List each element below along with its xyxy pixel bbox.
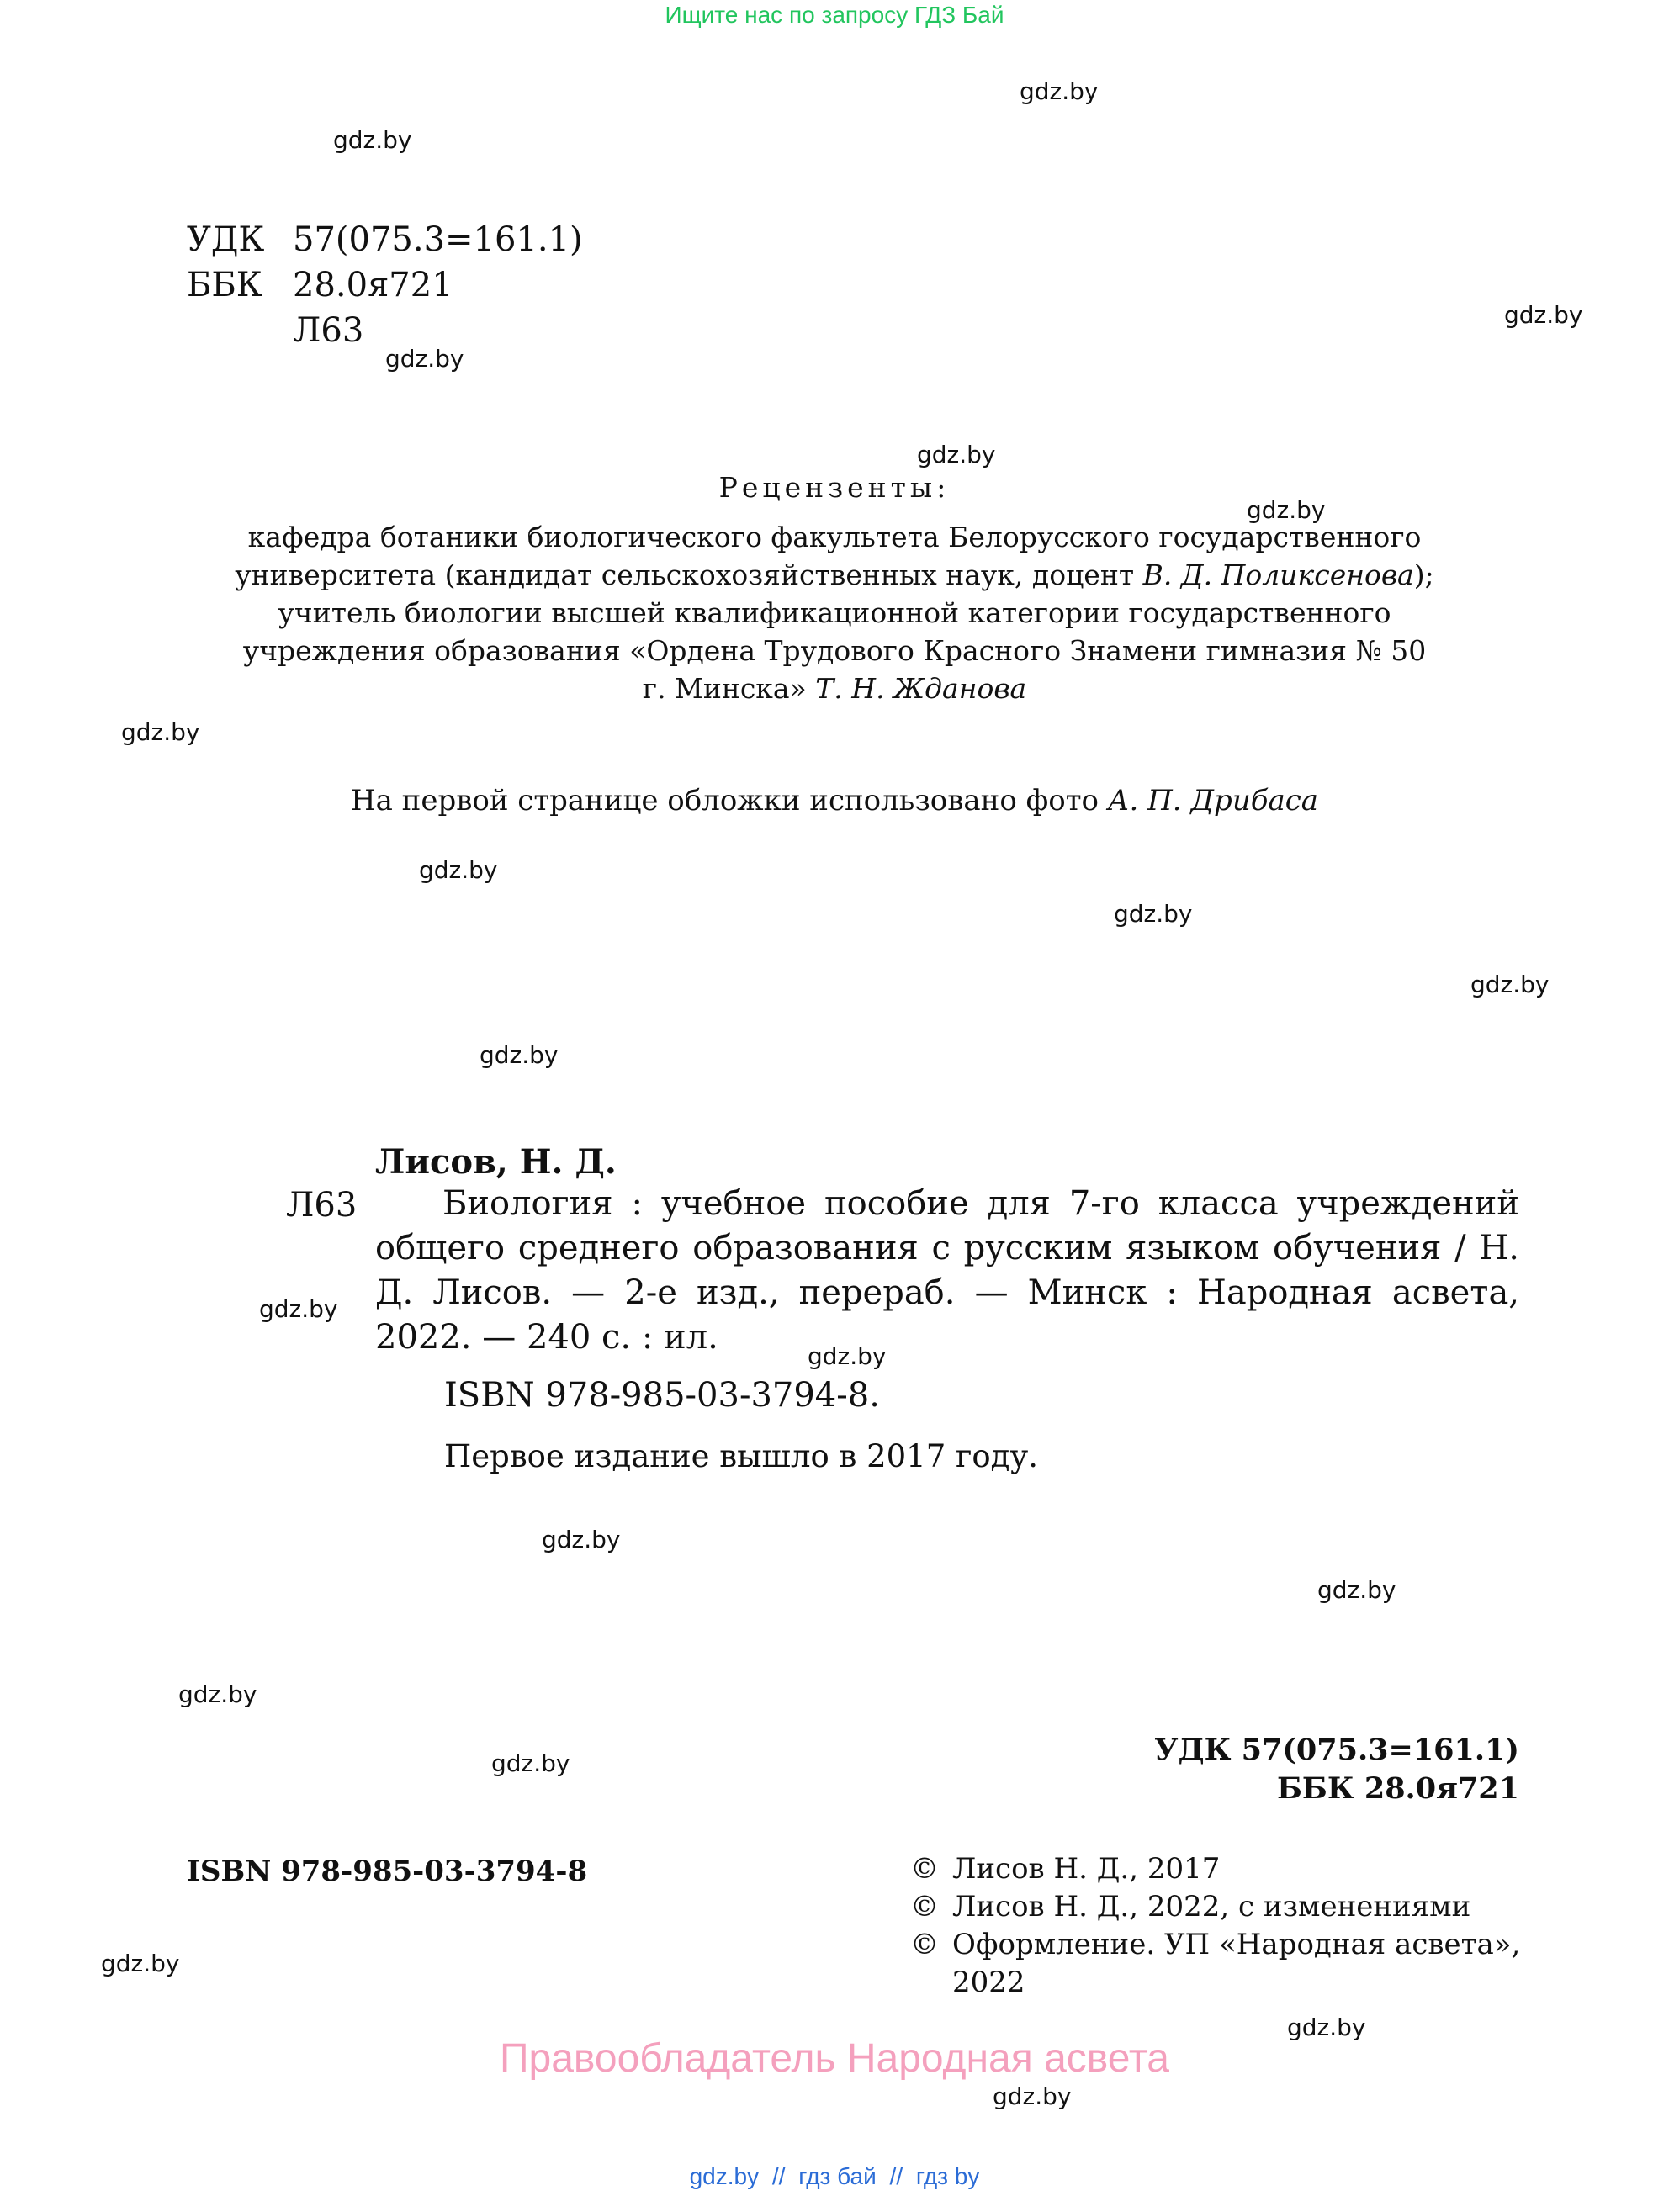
bbk-label: ББК: [187, 266, 262, 304]
watermark: gdz.by: [993, 2082, 1072, 2110]
footer-separator: //: [771, 2163, 786, 2189]
copyright-line: Лисов Н. Д., 2017: [952, 1852, 1221, 1886]
isbn-left: ISBN 978-985-03-3794-8: [187, 1855, 588, 1888]
watermark: gdz.by: [1470, 971, 1550, 998]
bib-author: Лисов, Н. Д.: [375, 1142, 617, 1182]
watermark: gdz.by: [385, 345, 464, 373]
bottom-bbk: ББК 28.0я721: [1277, 1771, 1519, 1806]
watermark: gdz.by: [121, 718, 200, 746]
reviewer-name: В. Д. Поликсенова: [1142, 558, 1414, 591]
reviewer-name: Т. Н. Жданова: [815, 672, 1027, 705]
author-mark: Л63: [293, 311, 364, 350]
bib-code: Л63: [286, 1186, 358, 1225]
watermark: gdz.by: [491, 1749, 570, 1777]
reviewers-heading: Рецензенты:: [718, 471, 951, 504]
copyright-line: 2022: [952, 1966, 1025, 1999]
watermark: gdz.by: [101, 1950, 180, 1977]
copyrights: [910, 1850, 1520, 2002]
watermark: gdz.by: [1247, 496, 1326, 524]
watermark: gdz.by: [542, 1526, 621, 1553]
udk-value: 57(075.3=161.1): [293, 220, 583, 259]
footer-link-gdz[interactable]: gdz.by: [689, 2163, 760, 2189]
bottom-classification: [1154, 1731, 1519, 1808]
watermark: gdz.by: [419, 856, 498, 884]
watermark: gdz.by: [333, 126, 412, 154]
reviewers-line: кафедра ботаники биологического факультета Белорусского государственного: [247, 521, 1422, 553]
copyright-line: Оформление. УП «Народная асвета»,: [952, 1928, 1521, 1961]
copyright-line: Лисов Н. Д., 2022, с изменениями: [952, 1890, 1471, 1924]
watermark: gdz.by: [1317, 1576, 1396, 1604]
copyright-icon: ©: [910, 1890, 939, 1924]
top-banner[interactable]: Ищите нас по запросу ГДЗ Бай: [665, 2, 1004, 28]
bib-isbn: ISBN 978-985-03-3794-8.: [444, 1376, 880, 1415]
watermark: gdz.by: [1504, 301, 1583, 329]
reviewers-body: [0, 518, 1669, 707]
udk-label: УДК: [187, 220, 265, 259]
reviewers-line: г. Минска» Т. Н. Жданова: [642, 672, 1027, 705]
footer-link-gdz-by[interactable]: гдз by: [915, 2163, 980, 2189]
watermark: gdz.by: [259, 1295, 338, 1323]
copyright-icon: ©: [910, 1928, 939, 1961]
watermark: gdz.by: [808, 1342, 887, 1370]
watermark: gdz.by: [178, 1680, 257, 1708]
watermark: gdz.by: [480, 1041, 559, 1069]
watermark: gdz.by: [1114, 900, 1193, 928]
first-edition-note: Первое издание вышло в 2017 году.: [444, 1438, 1038, 1474]
reviewers-line: университета (кандидат сельскохозяйственных наук, доцент В. Д. Поликсенова);: [235, 558, 1434, 591]
watermark: gdz.by: [1020, 77, 1099, 105]
watermark: gdz.by: [917, 441, 996, 468]
copyright-icon: ©: [910, 1852, 939, 1886]
reviewers-line: учреждения образования «Ордена Трудового Красного Знамени гимназия № 50: [242, 634, 1427, 667]
bbk-value: 28.0я721: [293, 266, 453, 304]
rights-holder: Правообладатель Народная асвета: [500, 2036, 1169, 2081]
bottom-udk: УДК 57(075.3=161.1): [1154, 1733, 1519, 1767]
watermark: gdz.by: [1287, 2014, 1366, 2041]
photo-credit: На первой странице обложки использовано фото А. П. Дрибаса: [350, 784, 1319, 818]
photographer-name: А. П. Дрибаса: [1107, 784, 1319, 818]
footer-link-gdz-bai[interactable]: гдз бай: [798, 2163, 877, 2189]
footer-links: [0, 2163, 1669, 2190]
footer-separator: //: [889, 2163, 903, 2189]
bib-description: Биология : учебное пособие для 7-го класса учреждений общего среднего образования с русским языком обучения / Н. Д. Лисов. — 2-е изд., перераб. — Минск : Народная асвета, 2022. — 240 с. : ил.: [375, 1184, 1519, 1357]
classification-block: [187, 217, 583, 353]
reviewers-line: учитель биологии высшей квалификационной категории государственного: [278, 596, 1391, 629]
